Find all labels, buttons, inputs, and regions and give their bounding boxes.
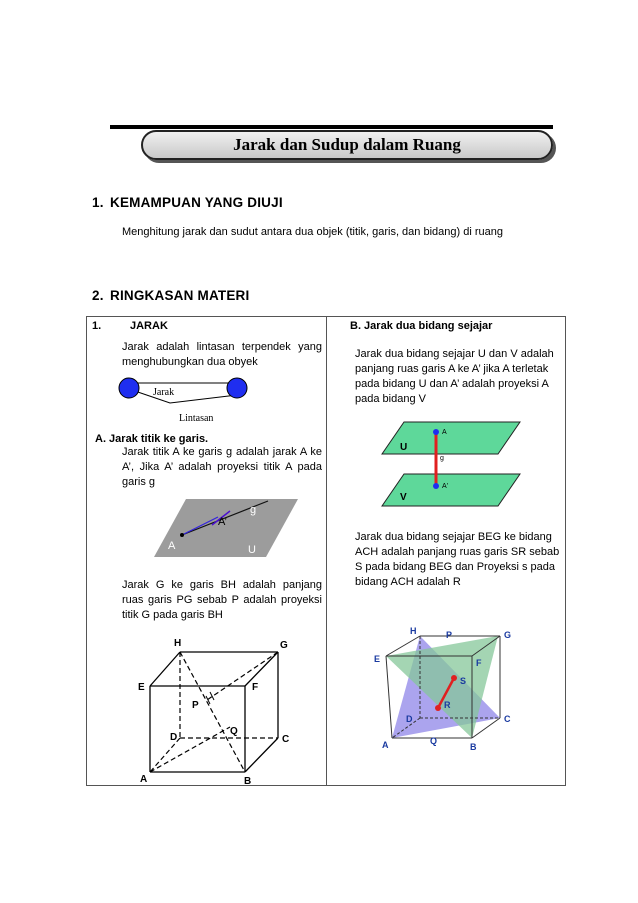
subA-body: Jarak titik A ke garis g adalah jarak A ke A’, Jika A’ adalah proyeksi titik A pada garis g	[122, 446, 322, 488]
object-point-left	[119, 378, 139, 398]
label-A1: A'	[442, 483, 449, 490]
cube2-label-P: P	[446, 630, 453, 640]
cube-label-D: D	[170, 732, 178, 743]
page-title-banner	[141, 130, 553, 160]
cube-label-G: G	[280, 640, 288, 651]
cube2-label-G: G	[504, 630, 512, 640]
cube-planes-figure	[372, 626, 522, 756]
cube2-label-B: B	[470, 742, 477, 752]
column-divider	[326, 316, 327, 786]
cube2-label-R: R	[444, 700, 451, 710]
label-V: V	[400, 492, 407, 503]
label-g: g	[440, 455, 444, 462]
cube2-label-Q: Q	[430, 736, 438, 746]
left-heading: JARAK	[130, 320, 168, 332]
section1-heading: KEMAMPUAN YANG DIUJI	[110, 195, 283, 210]
cube2-label-E: E	[374, 654, 381, 664]
label-A1: A’	[218, 516, 227, 528]
lintasan-path	[129, 389, 237, 403]
cube-label-C: C	[282, 734, 290, 745]
right-text2: Jarak dua bidang sejajar BEG ke bidang ACH adalah panjang ruas garis SR sebab S pada bidang BEG dan Proyeksi s pada bidang ACH adalah R	[355, 531, 560, 588]
cube-label-B: B	[244, 776, 252, 787]
label-lintasan: Lintasan	[179, 413, 214, 424]
label-U: U	[400, 442, 408, 453]
cube-label-H: H	[174, 638, 182, 649]
section2-number: 2.	[92, 288, 104, 303]
cube2-label-C: C	[504, 714, 511, 724]
cube-description: Jarak G ke garis BH adalah panjang ruas garis PG sebab P adalah proyeksi titik G pada garis BH	[122, 579, 322, 621]
cube2-label-S: S	[460, 676, 467, 686]
cube-label-F: F	[252, 682, 259, 693]
subA-heading: A. Jarak titik ke garis.	[95, 433, 209, 445]
cube-label-Q: Q	[230, 726, 238, 737]
point-A1	[433, 483, 439, 489]
cube-figure	[130, 632, 305, 787]
label-U: U	[248, 544, 256, 556]
object-point-right	[227, 378, 247, 398]
point-S	[451, 675, 457, 681]
jarak-figure	[115, 375, 255, 435]
label-A: A	[168, 540, 176, 552]
right-text1: Jarak dua bidang sejajar U dan V adalah panjang ruas garis A ke A’ jika A terletak pada bidang U dan A’ adalah proyeksi A pada bidang V	[355, 348, 554, 405]
point-A	[433, 429, 439, 435]
jarak-intro: Jarak adalah lintasan terpendek yang menghubungkan dua obyek	[122, 341, 322, 368]
left-number: 1.	[92, 320, 102, 332]
point-A	[180, 533, 184, 537]
cube2-label-H: H	[410, 626, 417, 636]
cube2-label-D: D	[406, 714, 413, 724]
plane-U	[154, 499, 298, 557]
cube2-label-A: A	[382, 740, 389, 750]
section1-body: Menghitung jarak dan sudut antara dua objek (titik, garis, dan bidang) di ruang	[122, 226, 503, 238]
cube-label-E: E	[138, 682, 145, 693]
right-heading: B. Jarak dua bidang sejajar	[350, 320, 493, 332]
section2-heading: RINGKASAN MATERI	[110, 288, 250, 303]
label-A: A	[442, 429, 447, 436]
cube2-label-F: F	[476, 658, 482, 668]
label-g: g	[250, 504, 257, 516]
label-jarak: Jarak	[153, 387, 175, 398]
cube-label-P: P	[192, 700, 199, 711]
header-rule	[110, 125, 553, 129]
page-title: Jarak dan Sudup dalam Ruang	[233, 135, 461, 154]
point-R	[435, 705, 441, 711]
cube-label-A: A	[140, 774, 148, 785]
point-line-figure	[150, 495, 310, 560]
parallel-planes-figure	[380, 420, 530, 510]
section1-number: 1.	[92, 195, 104, 210]
